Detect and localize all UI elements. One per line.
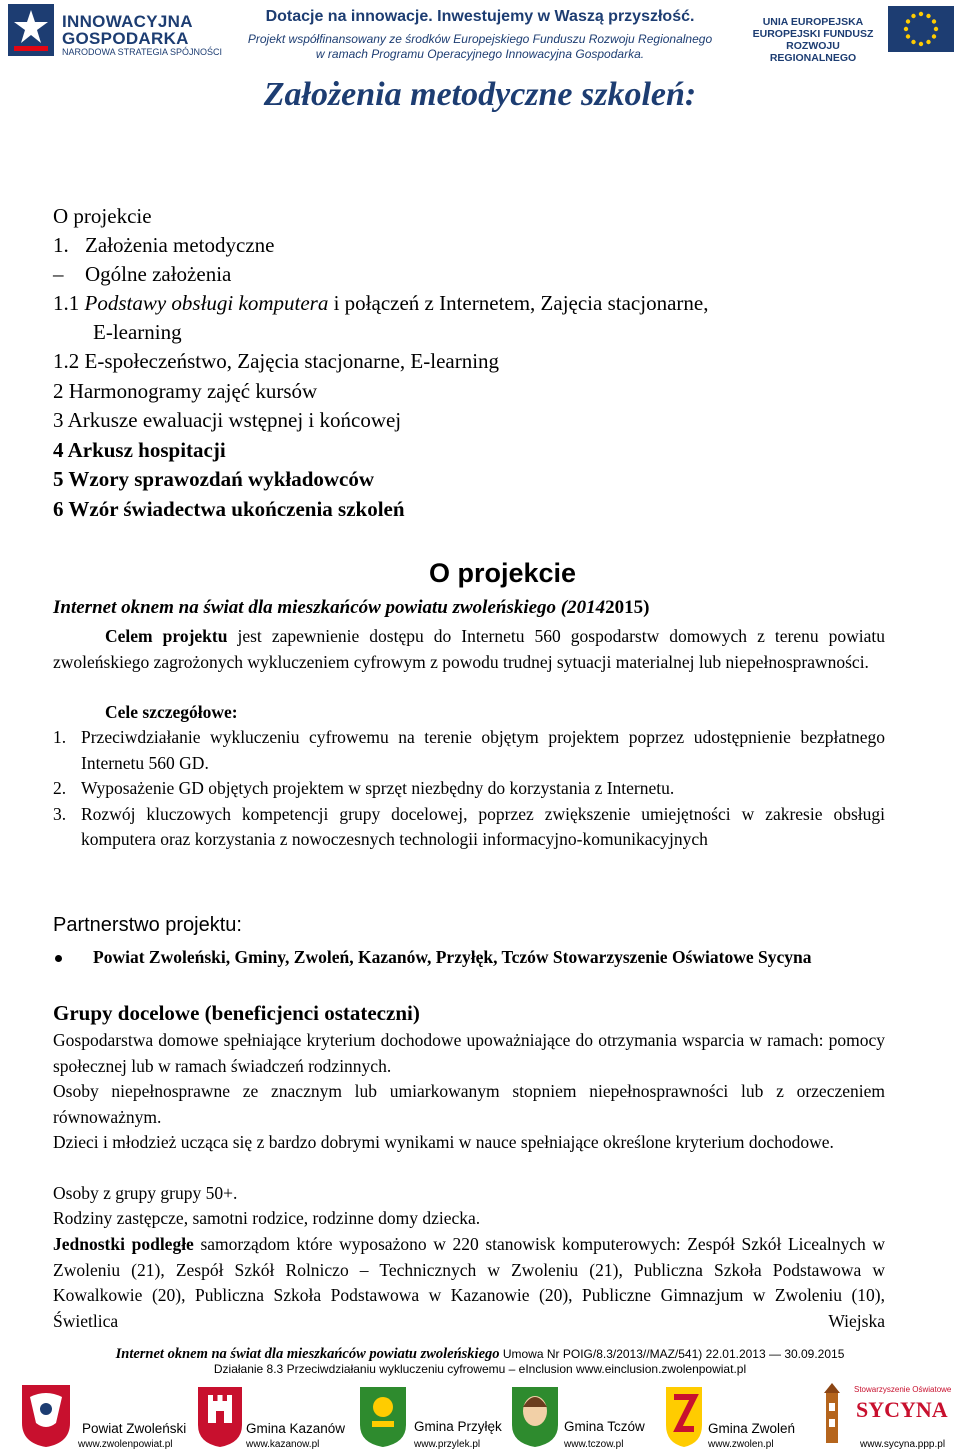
- partner-logo-sycyna: [812, 1383, 958, 1453]
- toc-dash: –: [53, 262, 64, 286]
- partner-logo-tczow: [510, 1383, 660, 1453]
- partner-name-sycyna: SYCYNA: [856, 1397, 948, 1422]
- project-aim-text: jest zapewnienie dostępu do Internetu 560 gospodarstw domowych z terenu powiatu zwoleńskiego zagrożonych wykluczeniem cyfrowym z powodu trudnej sytuacji materialnej lub niepełnosprawności.: [53, 626, 885, 672]
- bullet-icon: [55, 955, 62, 962]
- project-name: [53, 597, 649, 619]
- ig-logo-line2: GOSPODARKA: [62, 29, 189, 48]
- eu-logo-line2: EUROPEJSKI FUNDUSZ: [752, 28, 874, 40]
- goals-label-text: Cele szczegółowe:: [105, 702, 238, 722]
- toc-item-1-1-num: 1.1: [53, 291, 80, 315]
- groups-p2: Osoby niepełnosprawne ze znacznym lub umiarkowanym stopniem niepełnosprawności lub z orzeczeniem równoważnym.: [53, 1081, 885, 1127]
- toc-item-1-2: 1.2 E-społeczeństwo, Zajęcia stacjonarne, E-learning: [53, 349, 500, 373]
- groups-p4: Osoby z grupy grupy 50+.: [53, 1183, 238, 1203]
- partner-name-tczow: Gmina Tczów: [564, 1419, 645, 1434]
- tczow-coat-of-arms-icon: [510, 1383, 560, 1449]
- toc-item-1-1: [53, 289, 708, 318]
- footer-project-line: [0, 1346, 960, 1363]
- partner-logo-przylek: [358, 1383, 508, 1453]
- ig-logo-line3: NARODOWA STRATEGIA SPÓJNOŚCI: [62, 47, 223, 57]
- toc-item-1-text: Założenia metodyczne: [85, 233, 275, 257]
- groups-p5: Rodziny zastępcze, samotni rodzice, rodzinne domy dziecka.: [53, 1208, 481, 1228]
- goals-label: [105, 700, 937, 726]
- project-name-main: Internet oknem na świat dla mieszkańców powiatu zwoleńskiego (2014: [53, 597, 606, 618]
- header-center: [192, 8, 768, 62]
- groups-units: [53, 1232, 885, 1334]
- toc-item-1: [53, 231, 274, 260]
- partner-name-przylek: Gmina Przyłęk: [414, 1419, 502, 1434]
- eu-logo-line3: ROZWOJU REGIONALNEGO: [769, 40, 857, 64]
- toc-item-5: 5 Wzory sprawozdań wykładowców: [53, 467, 375, 491]
- partner-url-powiat: www.zwolenpowiat.pl: [78, 1439, 173, 1450]
- footer-action-line: Działanie 8.3 Przeciwdziałaniu wykluczeniu cyfrowemu – eInclusion www.einclusion.zwolenpowiat.pl: [213, 1362, 747, 1376]
- groups-units-text: samorządom które wyposażono w 220 stanowisk komputerowych: Zespół Szkół Licealnych w Zwoleniu (21), Zespół Szkół Rolniczo – Technicznych w Zwoleniu (21), Publiczna Szkoła Podstawowa w Kowalkowie (20), Publiczna Szkoła Podstawowa w Kazanowie (20), Publiczne Gimnazjum w Zwoleniu (10), Świetlica Wiejska: [53, 1234, 885, 1331]
- partner-url-zwolen: www.zwolen.pl: [708, 1439, 774, 1450]
- ig-logo-mark-icon: [8, 4, 54, 56]
- eu-logo-text: [744, 16, 882, 64]
- groups-units-label: Jednostki podległe: [53, 1234, 194, 1254]
- zwolen-coat-of-arms-icon: [664, 1383, 704, 1449]
- partner-url-sycyna: www.sycyna.ppp.pl: [860, 1439, 946, 1450]
- groups-p1: Gospodarstwa domowe spełniające kryterium dochodowe upoważniające do otrzymania wsparcia w ramach: pomocy społecznej lub w ramach świadczeń rodzinnych.: [53, 1030, 885, 1076]
- header-cofinanced-line1: Projekt współfinansowany ze środków Europejskiego Funduszu Rozwoju Regionalnego: [247, 32, 713, 46]
- toc-item-1-1-cont: E-learning: [93, 320, 182, 344]
- eu-flag-icon: [888, 6, 954, 52]
- groups-heading: Grupy docelowe (beneficjenci ostateczni): [53, 1001, 420, 1025]
- eu-logo-line1: UNIA EUROPEJSKA: [762, 16, 864, 28]
- list-item: [53, 802, 885, 853]
- toc-heading: O projekcie: [53, 204, 152, 228]
- innowacyjna-gospodarka-logo: [8, 4, 223, 57]
- partner-logo-kazanow: [196, 1383, 356, 1453]
- footer-contract: Umowa Nr POIG/8.3/2013//MAZ/541) 22.01.2013 — 30.09.2015: [499, 1347, 845, 1361]
- goal-1-text: Przeciwdziałanie wykluczeniu cyfrowemu na terenie objętym projektem poprzez udostępnienie bezpłatnego Internetu 560 GD.: [81, 727, 885, 773]
- list-item: [53, 776, 885, 802]
- partner-url-przylek: www.przylek.pl: [414, 1439, 481, 1450]
- toc-item-4: 4 Arkusz hospitacji: [53, 438, 226, 462]
- section-title-about: O projekcie: [428, 558, 577, 588]
- partnership-heading: Partnerstwo projektu:: [53, 914, 242, 936]
- partner-name-powiat: Powiat Zwoleński: [82, 1421, 187, 1436]
- toc-item-1-1-italic: Podstawy obsługi komputera: [84, 291, 329, 315]
- partner-logo-zwolen: [664, 1383, 809, 1453]
- sycyna-tower-icon: [812, 1383, 852, 1449]
- toc-item-general: [53, 260, 231, 289]
- partnership-text: Powiat Zwoleński, Gminy, Zwoleń, Kazanów, Przyłęk, Tczów Stowarzyszenie Oświatowe Sycyna: [93, 947, 812, 967]
- header-cofinanced-line2: w ramach Programu Operacyjnego Innowacyjna Gospodarka.: [315, 47, 645, 61]
- toc-item-general-text: Ogólne założenia: [85, 262, 232, 286]
- goal-2-text: Wyposażenie GD objętych projektem w sprzęt niezbędny do korzystania z Internetu.: [81, 778, 675, 798]
- toc-item-3: 3 Arkusze ewaluacji wstępnej i końcowej: [53, 408, 402, 432]
- toc-item-2: 2 Harmonogramy zajęć kursów: [53, 379, 318, 403]
- partner-url-kazanow: www.kazanow.pl: [246, 1439, 320, 1450]
- partner-url-tczow: www.tczow.pl: [564, 1439, 624, 1450]
- partnership-item: [53, 945, 885, 971]
- groups-p3: Dzieci i młodzież ucząca się z bardzo dobrymi wynikami w nauce spełniające określone kryterium dochodowe.: [53, 1132, 834, 1152]
- project-aim-label: Celem projektu: [105, 626, 228, 646]
- page-title: Założenia metodyczne szkoleń:: [263, 76, 697, 113]
- list-item: [53, 725, 885, 776]
- header-slogan: Dotacje na innowacje. Inwestujemy w Waszą przyszłość.: [265, 8, 695, 25]
- goal-3-num: 3.: [53, 803, 67, 824]
- project-name-end: 2015): [605, 597, 650, 618]
- powiat-coat-of-arms-icon: [20, 1383, 72, 1449]
- goal-3-text: Rozwój kluczowych kompetencji grupy docelowej, poprzez zwiększenie umiejętności w zakresie obsługi komputera oraz korzystania z nowoczesnych technologii informacyjno-komunikacyjnych: [81, 803, 885, 849]
- goals-list: [53, 725, 885, 853]
- partner-name-kazanow: Gmina Kazanów: [246, 1421, 346, 1436]
- toc-item-1-1-rest: i połączeń z Internetem, Zajęcia stacjonarne,: [328, 291, 709, 315]
- partner-logo-powiat-zwolenski: [20, 1383, 195, 1453]
- goal-2-num: 2.: [53, 778, 67, 798]
- eu-logo: [744, 6, 954, 64]
- toc-item-6: 6 Wzór świadectwa ukończenia szkoleń: [53, 497, 405, 521]
- przylek-coat-of-arms-icon: [358, 1383, 408, 1449]
- project-aim: [53, 624, 885, 675]
- kazanow-coat-of-arms-icon: [196, 1383, 244, 1449]
- partner-name-zwolen: Gmina Zwoleń: [708, 1421, 796, 1436]
- goal-1-num: 1.: [53, 727, 67, 747]
- toc-item-1-num: 1.: [53, 233, 69, 257]
- footer-project-name: Internet oknem na świat dla mieszkańców powiatu zwoleńskiego: [115, 1346, 500, 1362]
- partner-name-top-sycyna: Stowarzyszenie Oświatowe: [854, 1385, 952, 1394]
- ig-logo-line1: INNOWACYJNA: [62, 12, 193, 31]
